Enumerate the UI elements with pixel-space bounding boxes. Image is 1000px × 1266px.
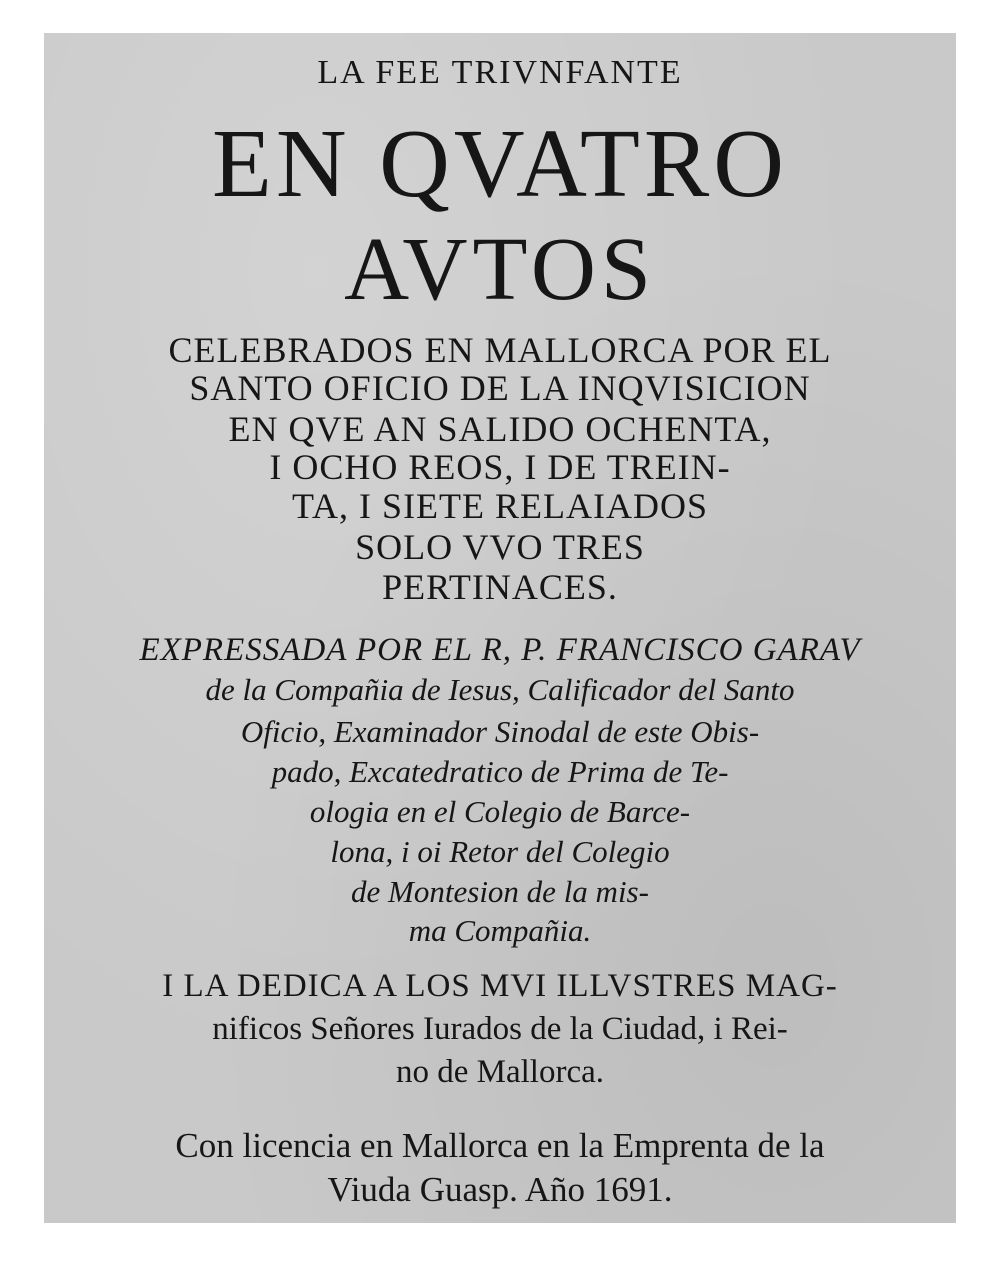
author-line-8: ma Compañia. — [408, 913, 592, 948]
subtitle-line-3: EN QVE AN SALIDO OCHENTA, — [228, 409, 772, 449]
subtitle-line-6: SOLO VVO TRES — [355, 527, 645, 567]
imprint-line-1: Con licencia en Mallorca en la Emprenta de la — [175, 1126, 825, 1165]
imprint-line-2: Viuda Guasp. Año 1691. — [327, 1170, 673, 1209]
author-line-1: EXPRESSADA POR EL R, P. FRANCISCO GARAV — [139, 632, 861, 668]
author-line-2: de la Compañia de Iesus, Calificador del Santo — [205, 672, 795, 707]
title-line-1: LA FEE TRIVNFANTE — [317, 54, 683, 91]
dedication-line-3: no de Mallorca. — [395, 1054, 604, 1090]
title-line-2: EN QVATRO — [212, 110, 788, 218]
subtitle-line-7: PERTINACES. — [382, 567, 618, 607]
subtitle-line-1: CELEBRADOS EN MALLORCA POR EL — [168, 330, 832, 370]
author-line-4: pado, Excatedratico de Prima de Te- — [271, 754, 729, 789]
subtitle-line-5: TA, I SIETE RELAIADOS — [291, 486, 709, 526]
author-line-3: Oficio, Examinador Sinodal de este Obis- — [240, 714, 760, 749]
author-line-7: de Montesion de la mis- — [351, 874, 649, 909]
author-line-5: ologia en el Colegio de Barce- — [309, 794, 691, 829]
title-line-3: AVTOS — [344, 220, 656, 319]
dedication-line-1: I LA DEDICA A LOS MVI ILLVSTRES MAG- — [162, 968, 838, 1004]
subtitle-line-2: SANTO OFICIO DE LA INQVISICION — [189, 368, 811, 408]
author-line-6: lona, i oi Retor del Colegio — [330, 834, 670, 869]
dedication-line-2: nificos Señores Iurados de la Ciudad, i Rei- — [212, 1011, 788, 1047]
subtitle-line-4: I OCHO REOS, I DE TREIN- — [269, 447, 731, 487]
